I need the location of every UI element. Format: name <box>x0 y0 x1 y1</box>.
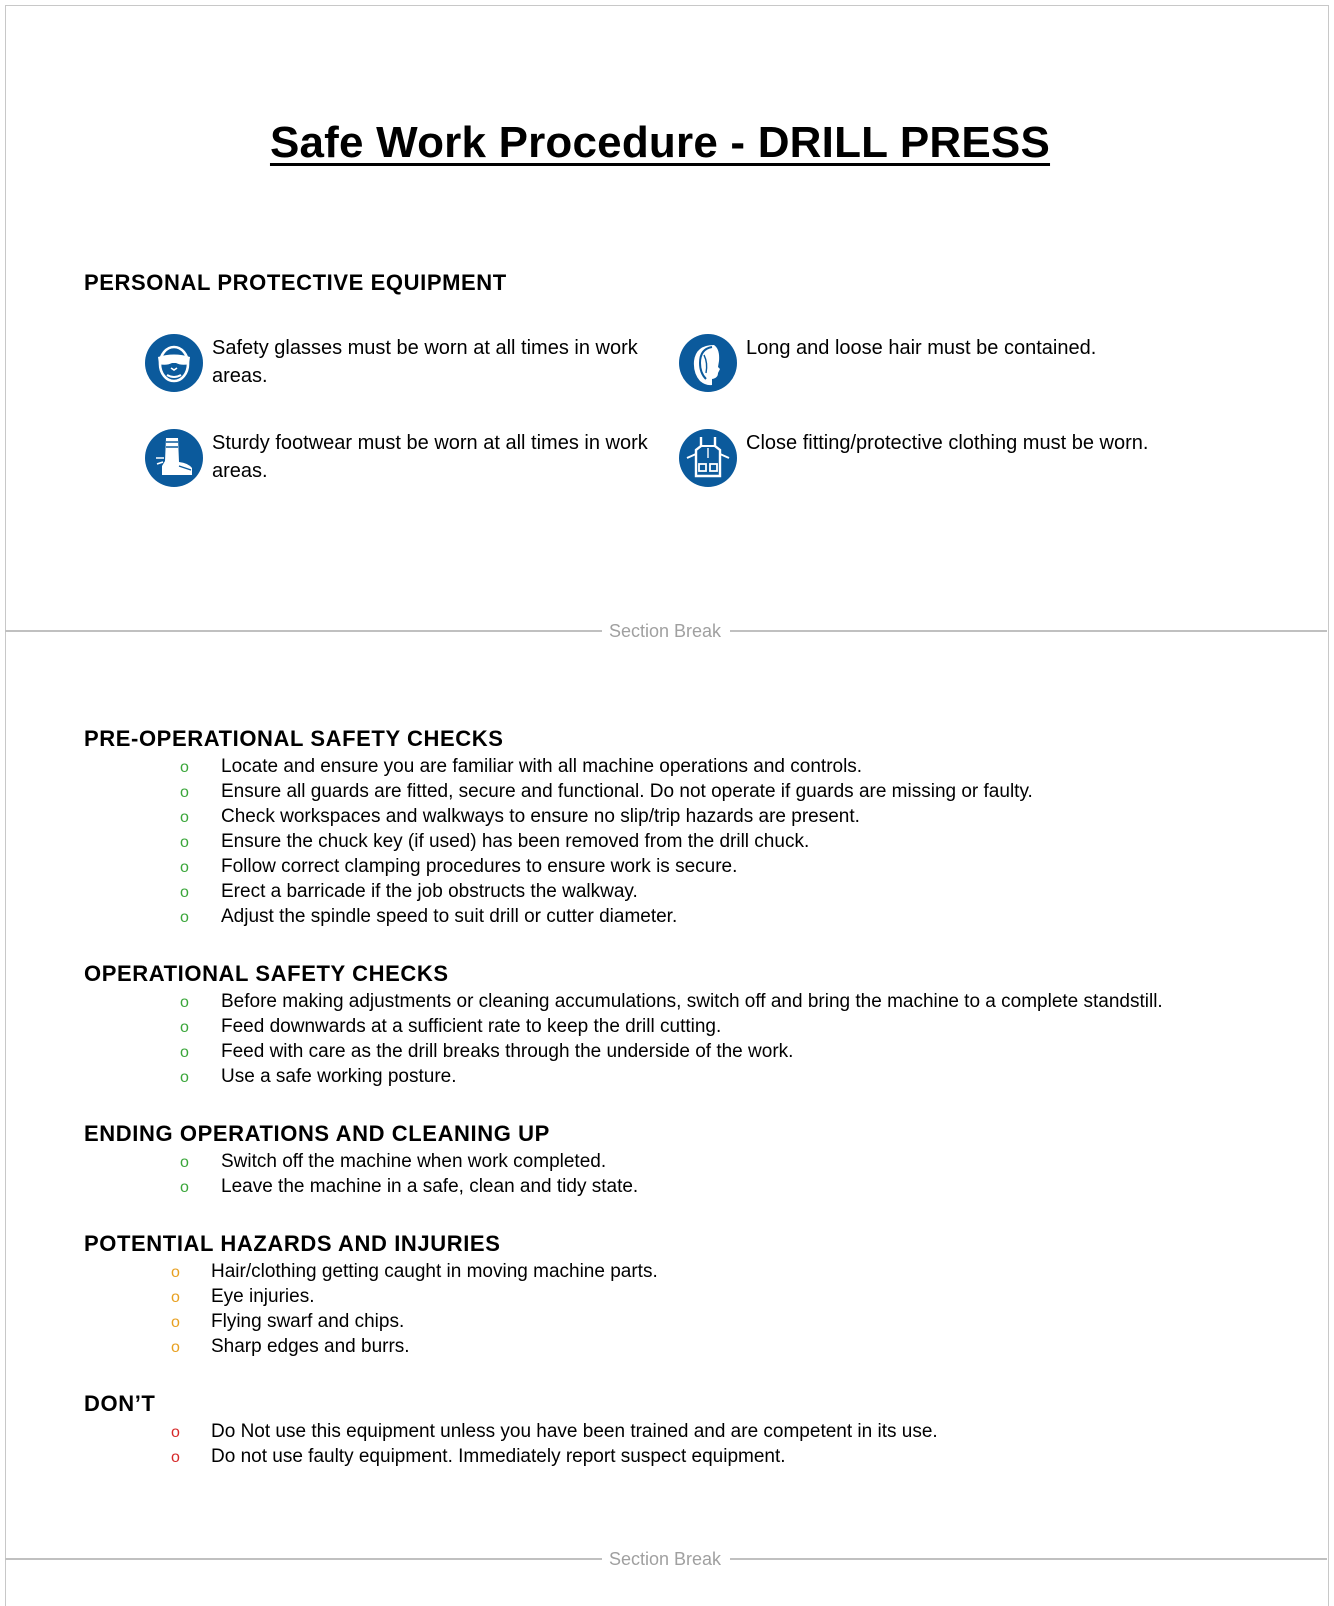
op-heading: OPERATIONAL SAFETY CHECKS <box>84 961 449 986</box>
bullet: o <box>180 1154 189 1171</box>
section-break-line <box>730 630 1327 632</box>
hair-containment-icon <box>678 333 738 393</box>
ppe-text: Close fitting/protective clothing must be worn. <box>746 432 1149 454</box>
bullet: o <box>180 1069 189 1086</box>
list-item: o Do not use faulty equipment. Immediately report suspect equipment. <box>171 1444 938 1469</box>
ppe-text: Safety glasses must be worn at all times in work areas. <box>212 337 638 387</box>
op-list <box>180 989 1163 1089</box>
ppe-text: Long and loose hair must be contained. <box>746 337 1097 359</box>
bullet: o <box>180 859 189 876</box>
bullet: o <box>171 1264 180 1281</box>
bullet: o <box>180 994 189 1011</box>
list-item: o Feed with care as the drill breaks through the underside of the work. <box>180 1039 1163 1064</box>
bullet: o <box>171 1289 180 1306</box>
bullet: o <box>180 834 189 851</box>
bullet: o <box>180 884 189 901</box>
list-item: o Ensure all guards are fitted, secure and functional. Do not operate if guards are missing or faulty. <box>180 779 1033 804</box>
list-item: o Adjust the spindle speed to suit drill or cutter diameter. <box>180 904 1033 929</box>
bullet: o <box>180 1044 189 1061</box>
bullet: o <box>180 759 189 776</box>
list-item: o Leave the machine in a safe, clean and tidy state. <box>180 1174 638 1199</box>
list-item: o Hair/clothing getting caught in moving machine parts. <box>171 1259 658 1284</box>
list-item: o Feed downwards at a sufficient rate to keep the drill cutting. <box>180 1014 1163 1039</box>
ppe-text: Sturdy footwear must be worn at all times in work areas. <box>212 432 648 482</box>
section-break-label: Section Break <box>602 621 728 641</box>
list-item: o Ensure the chuck key (if used) has been removed from the drill chuck. <box>180 829 1033 854</box>
safety-glasses-icon <box>144 333 204 393</box>
list-item: o Eye injuries. <box>171 1284 658 1309</box>
dont-list <box>171 1419 938 1469</box>
list-item: o Follow correct clamping procedures to ensure work is secure. <box>180 854 1033 879</box>
hazards-list <box>171 1259 658 1359</box>
dont-heading: DON’T <box>84 1391 156 1416</box>
list-item: o Sharp edges and burrs. <box>171 1334 658 1359</box>
bullet: o <box>180 909 189 926</box>
bullet: o <box>171 1424 180 1441</box>
list-item: o Flying swarf and chips. <box>171 1309 658 1334</box>
bullet: o <box>171 1314 180 1331</box>
list-item: o Erect a barricade if the job obstructs the walkway. <box>180 879 1033 904</box>
list-item: o Check workspaces and walkways to ensure no slip/trip hazards are present. <box>180 804 1033 829</box>
bullet: o <box>180 1179 189 1196</box>
list-item: o Locate and ensure you are familiar with all machine operations and controls. <box>180 754 1033 779</box>
bullet: o <box>180 1019 189 1036</box>
ending-list <box>180 1149 638 1199</box>
bullet: o <box>180 784 189 801</box>
list-item: o Use a safe working posture. <box>180 1064 1163 1089</box>
section-break <box>0 621 1330 641</box>
ppe-item-footwear <box>144 429 654 488</box>
list-item: o Before making adjustments or cleaning accumulations, switch off and bring the machine to a complete standstill. <box>180 989 1163 1014</box>
ending-heading: ENDING OPERATIONS AND CLEANING UP <box>84 1121 550 1146</box>
section-break-line <box>730 1558 1327 1560</box>
ppe-item-safety-glasses <box>144 334 654 393</box>
bullet: o <box>171 1339 180 1356</box>
list-item: o Do Not use this equipment unless you have been trained and are competent in its use. <box>171 1419 938 1444</box>
bullet: o <box>180 809 189 826</box>
section-break-label: Section Break <box>602 1549 728 1569</box>
hazards-heading: POTENTIAL HAZARDS AND INJURIES <box>84 1231 501 1256</box>
pre-op-heading: PRE-OPERATIONAL SAFETY CHECKS <box>84 726 504 751</box>
section-break-line <box>5 630 602 632</box>
ppe-heading: PERSONAL PROTECTIVE EQUIPMENT <box>84 270 507 295</box>
bullet: o <box>171 1449 180 1466</box>
section-break-line <box>5 1558 602 1560</box>
pre-op-list <box>180 754 1033 929</box>
list-item: o Switch off the machine when work completed. <box>180 1149 638 1174</box>
page-title: Safe Work Procedure - DRILL PRESS <box>269 118 1051 167</box>
ppe-item-hair <box>678 334 1198 393</box>
ppe-item-clothing <box>678 429 1198 488</box>
protective-clothing-icon <box>678 428 738 488</box>
section-break <box>0 1549 1330 1569</box>
safety-boots-icon <box>144 428 204 488</box>
